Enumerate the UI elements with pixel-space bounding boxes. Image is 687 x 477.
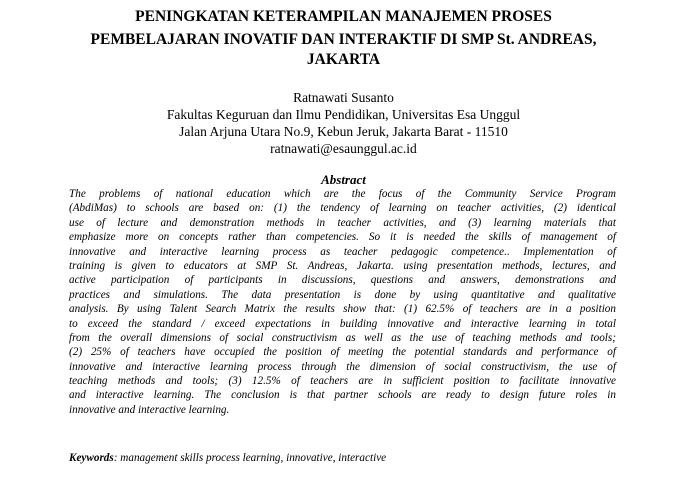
abstract-body: [69, 187, 616, 417]
abstract-line: to exceed the standard / exceed expectations in building innovative and interactive learning in total: [69, 317, 616, 330]
abstract-line: (AbdiMas) to schools are based on: (1) the tendency of learning on teacher activities, (2) identical: [69, 202, 616, 215]
abstract-line: The problems of national education which are the focus of the Community Service Program: [69, 188, 616, 200]
abstract-line: innovative and interactive learning process through the dimension of social constructivism, the use of: [69, 360, 616, 373]
paper-title-line-1: PENINGKATAN KETERAMPILAN MANAJEMEN PROSES: [135, 8, 552, 25]
abstract-line: innovative and interactive learning process as teacher pedagogic competence.. Implementation of: [69, 245, 616, 258]
abstract-line: and interactive learning. The conclusion is that partner schools are ready to design future roles in: [69, 389, 616, 402]
abstract-line: innovative and interactive learning.: [69, 403, 230, 416]
keywords: [69, 451, 629, 465]
keywords-label: Keywords: [69, 452, 114, 464]
abstract-line: training is given to educators at SMP St. Andreas, Jakarta. using presentation methods, lectures, and: [69, 259, 616, 272]
abstract-line: active participation of participants in discussions, questions and answers, demonstrations and: [69, 274, 616, 287]
abstract-line: use of lecture and demonstration methods in teacher activities, and (3) learning materials that: [69, 216, 616, 229]
abstract-heading: Abstract: [321, 172, 366, 187]
paper-title-line-2: PEMBELAJARAN INOVATIF DAN INTERAKTIF DI SMP St. ANDREAS,: [90, 31, 597, 48]
author-address: Jalan Arjuna Utara No.9, Kebun Jeruk, Jakarta Barat - 11510: [179, 124, 508, 139]
abstract-line: teaching methods and tools; (3) 12.5% of teachers are in sufficient position to facilitate innovative: [69, 375, 616, 388]
abstract-line: practices and simulations. The data presentation is done by using quantitative and qualitative: [69, 288, 616, 301]
author-name: Ratnawati Susanto: [293, 90, 394, 105]
abstract-line: analysis. By using Talent Search Matrix the results show that: (1) 62.5% of teachers are in a position: [69, 303, 616, 316]
abstract-line: (2) 25% of teachers have occupied the position of meeting the potential standards and performance of: [69, 346, 616, 359]
author-email: ratnawati@esaunggul.ac.id: [270, 141, 417, 156]
keywords-text: : management skills process learning, innovative, interactive: [113, 452, 387, 464]
abstract-line: emphasize more on concepts rather than competencies. So it is needed the skills of management of: [69, 231, 616, 244]
abstract-line: from the overall dimensions of social constructivism as well as the use of teaching methods and tools;: [69, 331, 616, 344]
paper-title-line-3: JAKARTA: [306, 51, 381, 68]
author-affiliation: Fakultas Keguruan dan Ilmu Pendidikan, Universitas Esa Unggul: [166, 107, 521, 122]
